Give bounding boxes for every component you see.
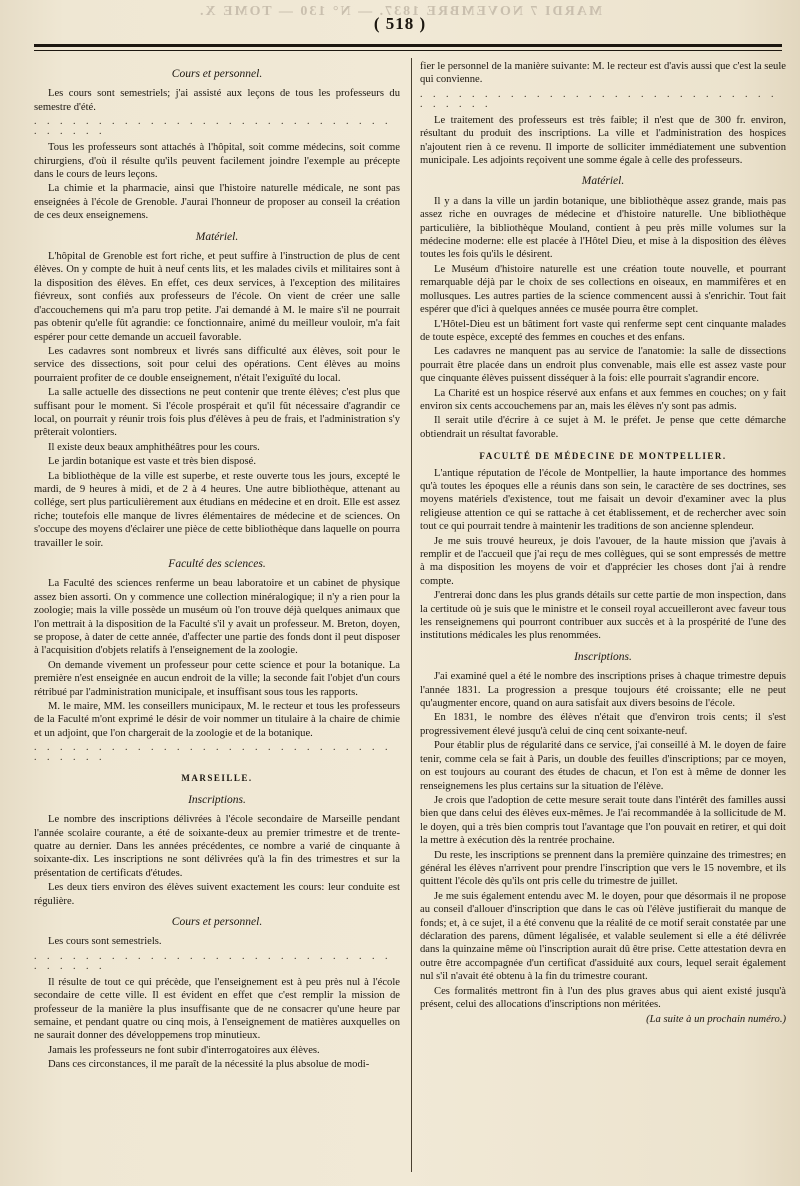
paragraph: Du reste, les inscriptions se prennent dans la première quinzaine des trimestres; en général les élèves n'arrivent pour prendre l'inscription que vers le 15 novembre, et ils quittent l'école dès qu'ils ont pris celle du trimestre de juillet. [420,849,786,888]
page-number: ( 518 ) [373,14,427,33]
paragraph: Le jardin botanique est vaste et très bien disposé. [48,456,256,468]
paragraph: Il y a dans la ville un jardin botanique, une bibliothèque assez grande, mais pas assez riche en ouvrages de médecine et d'histoire naturelle. Une bibliothèque particulière, la bibliothèque Mouland, contient à peu près mille volumes sur la médecine moderne: elle est placée à l'Hôtel Dieu, et mise à la disposition des élèves toutes les fois qu'ils le désirent. [420,195,786,261]
paragraph: Il existe deux beaux amphithéâtres pour les cours. [48,441,260,453]
paragraph: Je crois que l'adoption de cette mesure serait toute dans l'intérêt des familles aussi bien que dans celui des élèves eux-mêmes. Je l'ai recommandée à la sollicitude de M. le doyen, qui a très bien compris tout l'avantage que l'on pouvait en retirer, et qui doit la mettre à exécution dès la rentrée prochaine. [420,794,786,847]
paragraph: Le Muséum d'histoire naturelle est une création toute nouvelle, et pourrant remarquable déjà par le choix de ses collections en oiseaux, en mammifères et en mollusques. Les autres parties de la science commencent aussi à s'enrichir. Tout fait espérer que d'ici à quelques années ce musée pourra être complet. [420,263,786,316]
paragraph: Les cours sont semestriels. [48,936,162,948]
column-divider [411,58,412,1172]
paragraph: fier le personnel de la manière suivante: M. le recteur est d'avis aussi que c'est la seule qui convienne. [420,61,786,86]
left-column [34,60,400,1172]
paragraph: Ces formalités mettront fin à l'un des plus graves abus qui aient existé jusqu'à présent, celui des allocations d'inscriptions non méritées. [420,985,786,1010]
paragraph: On demande vivement un professeur pour cette science et pour la botanique. La première n'est enseignée en aucun endroit de la ville; la seconde fait l'objet d'un cours rétribué par l'administration municipale, et insuffisant sous tous les rapports. [34,659,400,698]
paragraph: L'hôpital de Grenoble est fort riche, et peut suffire à l'instruction de plus de cent élèves. On y compte de huit à neuf cents lits, et les malades civils et militaires sont à la disposition des élèves. En effet, ces deux services, à l'exception des militaires fiévreux, sont confiés aux professeurs de l'école. On vient de créer une salle d'accouchemens qui m'a paru trop petite. J'ai demandé à M. le maire s'il ne pourrait pas obtenir qu'elle fût agrandie: ce fonctionnaire, animé du meilleur vouloir, m'a fait espérer pour cette demande un accueil favorable. [34,251,400,343]
paragraph: M. le maire, MM. les conseillers municipaux, M. le recteur et tous les professeurs de la Faculté m'ont exprimé le désir de voir nommer un titulaire à la chaire de chimie et un adjoint, que l'on chargerait de la zoologie et de la botanique. [34,701,400,739]
ellipsis-separator: . . . . . . . . . . . . . . . . . . . . . . . . . . . . . . . . . . [420,88,778,110]
right-column [420,60,786,1172]
section-heading: Matériel. [581,175,625,188]
paragraph: Les cadavres sont nombreux et livrés sans difficulté aux élèves, soit pour le service des dissections, soit pour celui des opérations. Cent élèves au moins pourraient profiter de ce double enseignement, n'était l'exiguïté du local. [34,345,400,384]
continuation-note: (La suite à un prochain numéro.) [646,1014,786,1026]
header-rule-thick [34,44,782,47]
city-heading: MARSEILLE. [181,773,253,784]
paragraph: Le traitement des professeurs est très faible; il n'est que de 300 fr. environ, résultant du produit des inscriptions. La ville et l'administration des hospices n'ajoutent rien à ce revenu. Il importe de solliciter immédiatement une subvention municipale. Les adjoints reçoivent une somme égale à celle des professeurs. [420,114,786,167]
paragraph: Les cours sont semestriels; j'ai assisté aux leçons de tous les professeurs du semestre d'été. [34,88,400,113]
paragraph: Je me suis également entendu avec M. le doyen, pour que désormais il ne propose au conseil d'allouer d'inscription que dans le cas où l'élève justifierait du manque de fonds; et, à ce sujet, il a été convenu que la réalité de ce motif serait constatée par une déclaration des parens, dûment légalisée, et valable seulement si elle a été délivrée dans la quinzaine même où l'inscription aurait dû être prise. Cette attestation devra en outre être accompagnée d'un certificat d'assiduité aux cours, lequel serait également nul s'il n'avait été obtenu à la fin du trimestre courant. [420,890,786,983]
paragraph: Il serait utile d'écrire à ce sujet à M. le préfet. Je pense que cette démarche obtiendrait un résultat favorable. [420,415,786,440]
header-rule-thin [34,50,782,51]
paragraph: Dans ces circonstances, il me paraît de la nécessité la plus absolue de modi- [48,1059,370,1071]
section-heading: Cours et personnel. [171,915,263,928]
section-heading: Cours et personnel. [171,68,263,80]
paragraph: J'ai examiné quel a été le nombre des inscriptions prises à chaque trimestre depuis l'année 1831. La progression a presque toujours été croissante; elle ne peut qu'augmenter encore, quand on aura satisfait aux divers besoins de l'école. [420,671,786,710]
paragraph: Je me suis trouvé heureux, je dois l'avouer, de la haute mission que j'avais à remplir et de l'accueil que j'ai reçu de mes collègues, qui se sont empressés de mettre à ma disposition les moyens de voir et d'apprécier les choses dont j'ai à rendre compte. [420,535,786,587]
section-heading: Inscriptions. [574,650,632,663]
paragraph: En 1831, le nombre des élèves n'était que d'environ trois cents; il s'est progressivement élevé jusqu'à celui de cinq cent soixante-neuf. [420,712,786,737]
paragraph: L'antique réputation de l'école de Montpellier, la haute importance des hommes qu'à toutes les époques elle a réunis dans son sein, le caractère de ses doctrines, ses moyens matériels d'existence, tout me faisait un devoir d'examiner avec la plus religieuse attention ce qui se rattache à cet établissement, et de rechercher avec soin tout ce qui pourrait tendre à maintenir les traditions de son ancienne splendeur. [420,467,786,533]
paragraph: Tous les professeurs sont attachés à l'hôpital, soit comme médecins, soit comme chirurgiens, d'où il résulte qu'ils peuvent facilement joindre l'exemple au précepte dans le cours de leurs leçons. [34,142,400,181]
ellipsis-separator: . . . . . . . . . . . . . . . . . . . . . . . . . . . . . . . . . . [34,742,392,764]
section-heading: Faculté des sciences. [168,558,266,570]
paragraph: Il résulte de tout ce qui précède, que l'enseignement est à peu près nul à l'école secondaire de cette ville. Il est évident en effet que c'est remplir la mission de professeur de la manière la plus insuffisante que de ne consacrer qu'une heure par semaine, et pendant quatre ou cinq mois, à l'enseignement de matières auxquelles on ne saurait donner des développemens trop minutieux. [34,976,400,1042]
paragraph: La Charité est un hospice réservé aux enfans et aux femmes en couches; on y fait environ six cents accouchemens par an, mais les élèves n'y sont pas admis. [420,387,786,412]
ellipsis-separator: . . . . . . . . . . . . . . . . . . . . . . . . . . . . . . . . . . [34,116,392,138]
paragraph: Les cadavres ne manquent pas au service de l'anatomie: la salle de dissections pourrait être placée dans un endroit plus convenable, mais elle est assez vaste pour que cinquante élèves puissent disséquer à la fois: elle pourrait s'agrandir encore. [420,346,786,385]
paragraph: La salle actuelle des dissections ne peut contenir que trente élèves; c'est plus que suffisant pour le moment. Si l'école prospérait et qu'il fût nécessaire d'agrandir ce local, on pourrait y réunir trois fois plus d'élèves à peu de frais, et l'administration s'y prêterait volontiers. [34,387,400,439]
paragraph: La bibliothèque de la ville est superbe, et reste ouverte tous les jours, excepté le mardi, de 9 heures à midi, et de 2 à 4 heures. Une autre bibliothèque, attenant au collége, sert plus particulièrement aux étudians en médecine et en droit. Elle est assez riche; toutefois elle manque de livres élémentaires de médecine et de sciences. On s'occupe des moyens d'éclairer une pièce de cette bibliothèque dans laquelle on pourra travailler le soir. [34,470,400,549]
section-heading: Inscriptions. [188,793,246,806]
ellipsis-separator: . . . . . . . . . . . . . . . . . . . . . . . . . . . . . . . . . . [34,950,392,972]
paragraph: L'Hôtel-Dieu est un bâtiment fort vaste qui renferme sept cent cinquante malades de toute espèce, excepté des femmes en couches et des enfans. [420,318,786,343]
paragraph: Le nombre des inscriptions délivrées à l'école secondaire de Marseille pendant l'année scolaire courante, a été de soixante-deux au premier trimestre et de trente-quatre au dernier. Dans les années précédentes, ce nombre a varié de cinquante à soixante-dix. Les inscriptions ne sont délivrées qu'à la fin des trimestres et sur la présentation de certificats d'études. [34,814,400,879]
paragraph: La chimie et la pharmacie, ainsi que l'histoire naturelle médicale, ne sont pas enseignées à l'école de Grenoble. J'aurai l'honneur de proposer au conseil la création de ces deux enseignemens. [34,183,400,222]
paragraph: Pour établir plus de régularité dans ce service, j'ai conseillé à M. le doyen de faire tenir, comme cela se fait à Paris, un double des feuilles d'inscriptions; par ce moyen, on est toujours au courant des études de chacun, et l'on est à même de donner les renseignemens les plus certains sur la situation de l'élève. [420,740,786,792]
faculty-heading: FACULTÉ DE MÉDECINE DE MONTPELLIER. [479,451,727,462]
paragraph: La Faculté des sciences renferme un beau laboratoire et un cabinet de physique assez bien assorti. On y commence une collection minéralogique; il n'y a rien pour la zoologie; mais la ville possède un muséum où l'on trouve déjà quelques animaux que l'on mettrait à la disposition de la Faculté s'il y avait un professeur. M. Breton, doyen, se propose, à dater de cette année, d'affecter une partie des fonds dont il peut disposer à l'acquisition d'objets relatifs à l'enseignement de la zoologie. [34,578,400,657]
paragraph: Jamais les professeurs ne font subir d'interrogatoires aux élèves. [48,1044,320,1056]
paragraph: J'entrerai donc dans les plus grands détails sur cette partie de mon inspection, dans la certitude où je suis que le ministre et le conseil royal accueilleront avec faveur tous les renseignemens qui pourront contribuer aux succès et à la prospérité de l'une des institutions médicales les plus renommées. [420,590,786,642]
paragraph: Les deux tiers environ des élèves suivent exactement les cours: leur conduite est régulière. [34,882,400,907]
bleed-through-masthead: MARDI 7 NOVEMBRE 1837. — N° 130 — TOME X. [197,4,603,19]
section-heading: Matériel. [195,230,239,243]
